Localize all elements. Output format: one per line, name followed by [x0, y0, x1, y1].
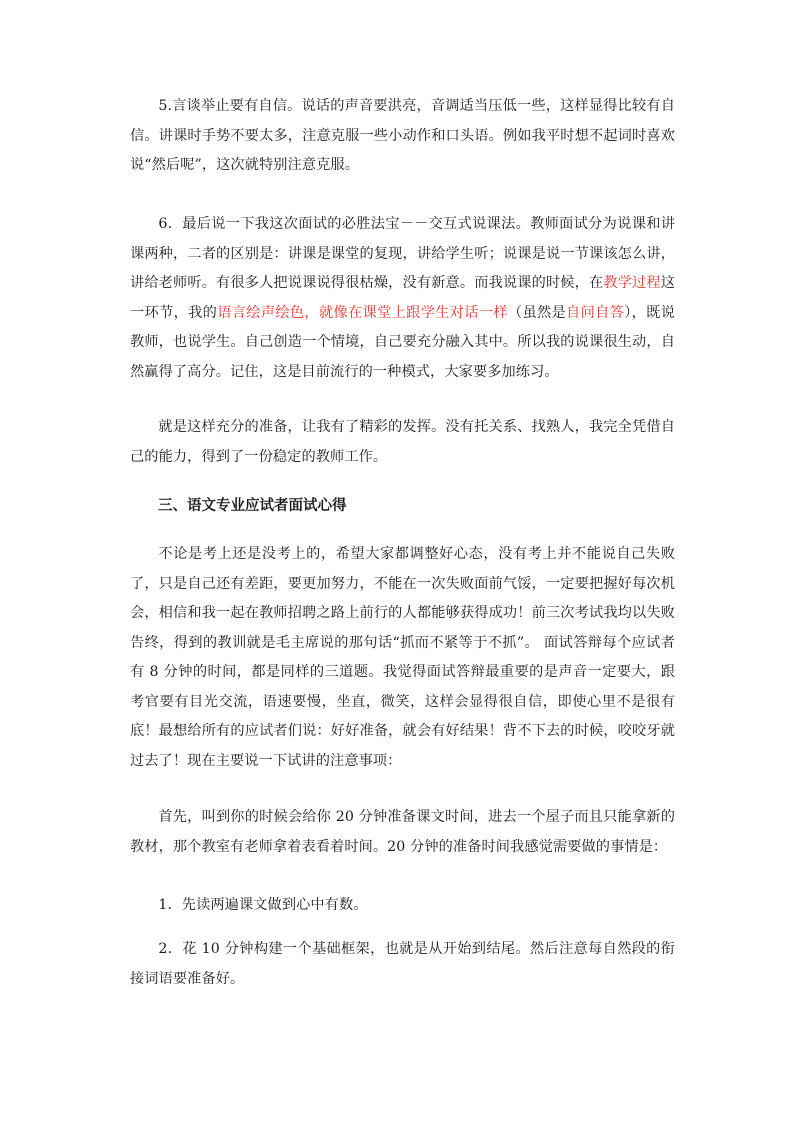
highlight-vivid-language: 语言绘声绘色，就像在课堂上跟学生对话一样 — [217, 304, 508, 321]
paragraph-confidence: 5.言谈举止要有自信。说话的声音要洪亮，音调适当压低一些，这样显得比较有自信。讲课时手势不要太多，注意克服一些小动作和口头语。例如我平时想不起词时喜欢说“然后呢”，这次就特别注意克服。 — [130, 98, 675, 173]
paragraph-experience: 不论是考上还是没考上的，希望大家都调整好心态，没有考上并不能说自己失败了，只是自己还有差距，要更加努力，不能在一次失败面前气馁，一定要把握好每次机会，相信和我一起在教师招聘之路上前行的人都能够获得成功！前三次考试我均以失败告终，得到的教训就是毛主席说的那句话“抓而不紧等于不抓”。 面试答辩每个应试者有 8 分钟的时间，都是同样的三道题。我觉得面试答辩最重要的是声音一定要大，跟考官要有目光交流，语速要慢，坐直，微笑，这样会显得很自信，即使心里不是很有底！最想给所有的应试者们说：好好准备，就会有好结果！背不下去的时候，咬咬牙就过去了！现在主要说一下试讲的注意事项： — [130, 546, 675, 769]
paragraph-text: ），既说教师，也说学生。自己创造一个情境，自己要充分融入其中。所以我的说课很生动，自然赢得了高分。记住，这是目前流行的一种模式，大家要多加练习。 — [130, 304, 675, 380]
paragraph-preparation: 就是这样充分的准备，让我有了精彩的发挥。没有托关系、找熟人，我完全凭借自己的能力，得到了一份稳定的教师工作。 — [130, 419, 675, 465]
highlight-self-question: 自问自答 — [566, 304, 625, 321]
section-heading: 三、语文专业应试者面试心得 — [158, 498, 347, 514]
paragraph-first-step: 首先，叫到你的时候会给你 20 分钟准备课文时间，进去一个屋子而且只能拿新的教材，那个教室有老师拿着表看着时间。20 分钟的准备时间我感觉需要做的事情是： — [130, 809, 675, 855]
paragraph-text: 6．最后说一下我这次面试的必胜法宝－－交互式说课法。教师面试分为说课和讲课两种，二者的区别是：讲课是课堂的复现，讲给学生听；说课是说一节课该怎么讲，讲给老师听。有很多人把说课说得很枯燥，没有新意。而我说课的时候，在 — [130, 216, 675, 291]
paragraph-text: （虽然是 — [507, 304, 567, 321]
list-item-2: 2．花 10 分钟构建一个基础框架，也就是从开始到结尾。然后注意每自然段的衔接词语要准备好。 — [130, 941, 675, 987]
list-item-1: 1．先读两遍课文做到心中有数。 — [158, 897, 368, 913]
highlight-teaching-process: 教学过程 — [603, 275, 661, 291]
paragraph-interactive-method — [130, 210, 675, 387]
paragraph-text: 这一环节，我的 — [130, 275, 675, 321]
